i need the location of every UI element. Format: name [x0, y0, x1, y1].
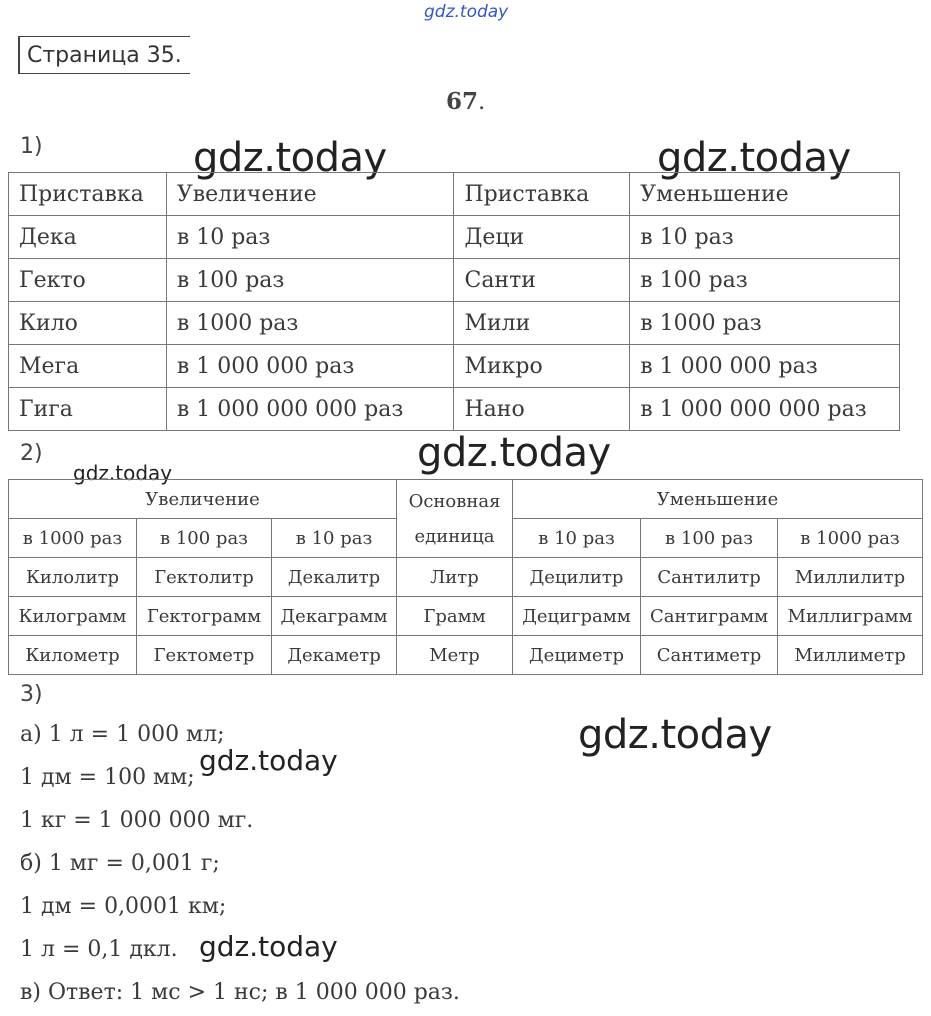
- table-cell: Децилитр: [513, 558, 641, 597]
- table-cell: Кило: [9, 302, 167, 345]
- table-cell: Гекто: [9, 259, 167, 302]
- table-header-cell: Уменьшение: [630, 173, 900, 216]
- table-row: [9, 388, 900, 431]
- task-number-value: 67: [446, 88, 479, 115]
- table-cell: Мега: [9, 345, 167, 388]
- table-cell: Гектометр: [137, 636, 272, 675]
- table-row: [9, 302, 900, 345]
- table-cell: Нано: [454, 388, 630, 431]
- decrease-header: Уменьшение: [513, 480, 923, 519]
- table-cell: в 1000 раз: [630, 302, 900, 345]
- table-header-cell: Увеличение: [166, 173, 454, 216]
- table-cell: Миллиметр: [778, 636, 923, 675]
- table-header-row: [9, 173, 900, 216]
- answer-line: а) 1 л = 1 000 мл;: [20, 722, 225, 747]
- prefix-table: [8, 172, 900, 431]
- table-header-row: [9, 480, 923, 519]
- task-number: [446, 88, 485, 115]
- table-cell: Декаграмм: [272, 597, 397, 636]
- table-header-cell: Приставка: [9, 173, 167, 216]
- table-cell: в 1 000 000 000 раз: [630, 388, 900, 431]
- answer-line: 1 дм = 0,0001 км;: [20, 894, 227, 919]
- base-unit-header-line1: Основная: [408, 490, 501, 512]
- table-cell: Килограмм: [9, 597, 137, 636]
- table-cell: Метр: [397, 636, 513, 675]
- table-cell: Километр: [9, 636, 137, 675]
- table-cell: Мили: [454, 302, 630, 345]
- table-header-cell: Приставка: [454, 173, 630, 216]
- table-row: [9, 216, 900, 259]
- section-2-label: 2): [20, 441, 43, 466]
- watermark: gdz.today: [193, 135, 387, 181]
- base-unit-header-line2: единица: [414, 525, 495, 547]
- table-cell: Декалитр: [272, 558, 397, 597]
- table-cell: Гектограмм: [137, 597, 272, 636]
- table-row: [9, 597, 923, 636]
- table-cell: Дека: [9, 216, 167, 259]
- table-cell: Микро: [454, 345, 630, 388]
- table-header-cell: в 10 раз: [272, 519, 397, 558]
- table-header-cell: в 100 раз: [137, 519, 272, 558]
- table-cell: в 1 000 000 000 раз: [166, 388, 454, 431]
- section-1-label: 1): [20, 134, 43, 159]
- watermark: gdz.today: [73, 461, 173, 485]
- table-cell: Сантилитр: [641, 558, 778, 597]
- table-header-cell: в 1000 раз: [778, 519, 923, 558]
- table-cell: Литр: [397, 558, 513, 597]
- watermark: gdz.today: [578, 712, 772, 758]
- table-header-cell: в 100 раз: [641, 519, 778, 558]
- table-cell: в 100 раз: [166, 259, 454, 302]
- section-3-label: 3): [20, 682, 43, 707]
- table-row: [9, 259, 900, 302]
- table-header-cell: в 1000 раз: [9, 519, 137, 558]
- answer-line: 1 кг = 1 000 000 мг.: [20, 808, 254, 833]
- units-table: [8, 479, 923, 675]
- page-label: Страница 35.: [18, 36, 190, 74]
- answer-line: в) Ответ: 1 мс > 1 нс; в 1 000 000 раз.: [20, 980, 460, 1005]
- table-cell: в 1000 раз: [166, 302, 454, 345]
- increase-header: Увеличение: [9, 480, 397, 519]
- answer-line: 1 л = 0,1 дкл.: [20, 937, 178, 962]
- table-cell: в 100 раз: [630, 259, 900, 302]
- table-header-cell: в 10 раз: [513, 519, 641, 558]
- table-row: [9, 636, 923, 675]
- watermark-top: gdz.today: [424, 2, 509, 22]
- table-row: [9, 345, 900, 388]
- watermark: gdz.today: [199, 930, 338, 963]
- table-cell: в 1 000 000 раз: [166, 345, 454, 388]
- table-cell: в 10 раз: [630, 216, 900, 259]
- table-cell: в 10 раз: [166, 216, 454, 259]
- table-row: [9, 558, 923, 597]
- table-cell: Миллиграмм: [778, 597, 923, 636]
- answer-line: 1 дм = 100 мм;: [20, 765, 195, 790]
- table-cell: Санти: [454, 259, 630, 302]
- table-cell: Деци: [454, 216, 630, 259]
- table-cell: Сантиграмм: [641, 597, 778, 636]
- table-cell: Декаметр: [272, 636, 397, 675]
- table-cell: Миллилитр: [778, 558, 923, 597]
- watermark: gdz.today: [417, 430, 611, 476]
- table-cell: Гектолитр: [137, 558, 272, 597]
- table-cell: Грамм: [397, 597, 513, 636]
- task-number-dot: .: [478, 89, 486, 115]
- base-unit-header: [397, 480, 513, 558]
- table-cell: Сантиметр: [641, 636, 778, 675]
- watermark: gdz.today: [657, 135, 851, 181]
- table-cell: Дециграмм: [513, 597, 641, 636]
- table-cell: Дециметр: [513, 636, 641, 675]
- table-cell: в 1 000 000 раз: [630, 345, 900, 388]
- table-cell: Гига: [9, 388, 167, 431]
- answer-line: б) 1 мг = 0,001 г;: [20, 851, 220, 876]
- watermark: gdz.today: [199, 744, 338, 777]
- table-cell: Килолитр: [9, 558, 137, 597]
